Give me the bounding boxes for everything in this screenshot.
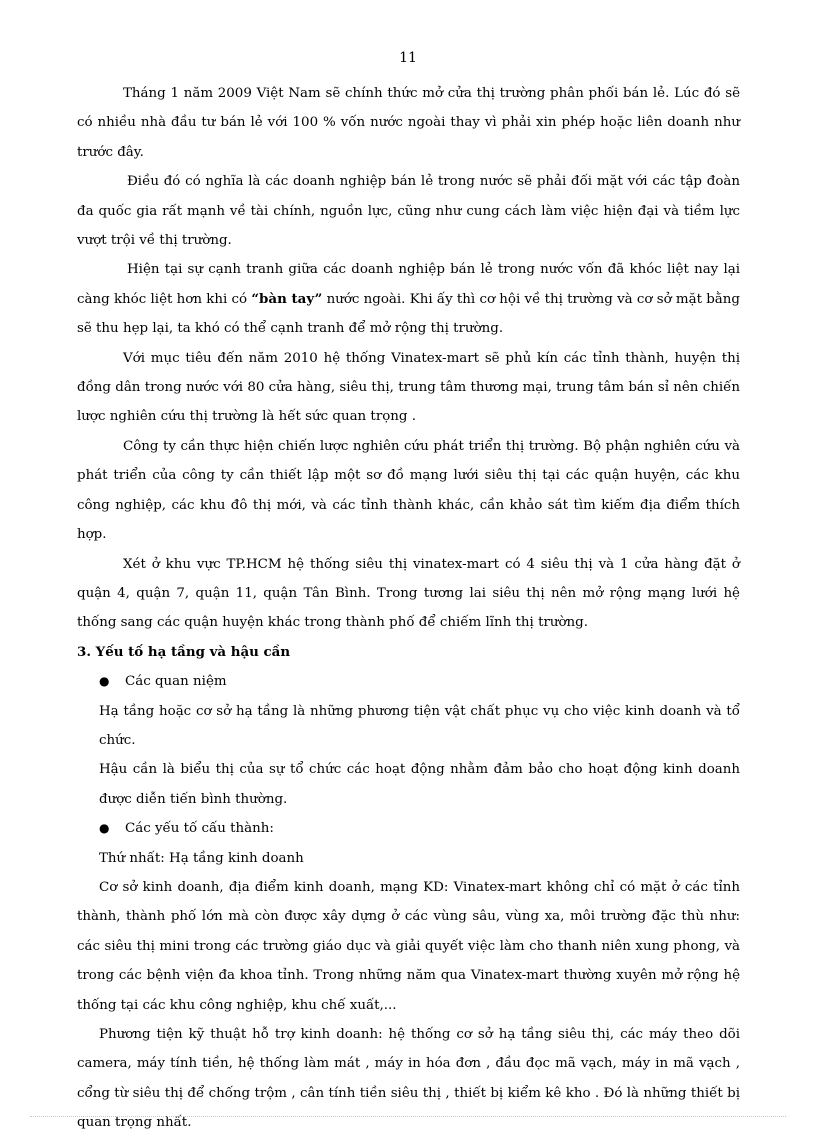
bullet-label: Các quan niệm (125, 674, 227, 690)
subheading-first: Thứ nhất: Hạ tầng kinh doanh (99, 850, 304, 866)
section-heading: 3. Yếu tố hạ tầng và hậu cần (77, 643, 291, 660)
paragraph-foreign-hand (77, 255, 740, 343)
text-segment: nước ngoài. Khi ấy thì cơ hội về thị trường và cơ sở mặt bằng sẽ thu hẹp lại, ta khó có thể cạnh tranh để mở rộng thị trường. (77, 291, 740, 337)
paragraph-business-base: Cơ sở kinh doanh, địa điểm kinh doanh, mạng KD: Vinatex-mart không chỉ có mặt ở các tỉnh thành, thành phố lớn mà còn được xây dựng ở các vùng sâu, vùng xa, môi trường đặc thù như: các siêu thị mini trong các trường giáo dục và giải quyết việc làm cho thanh niên xung phong, và trong các bệnh viện đa khoa tỉnh. Trong những năm qua Vinatex-mart thường xuyên mở rộng hệ thống tại các khu công nghiệp, khu chế xuất,... (77, 879, 740, 1013)
paragraph-competition: Điều đó có nghĩa là các doanh nghiệp bán lẻ trong nước sẽ phải đối mặt với các tập đoàn đa quốc gia rất mạnh về tài chính, nguồn lực, cũng như cung cách làm việc hiện đại và tiềm lực vượt trội về thị trường. (77, 174, 740, 249)
paragraph-logistics-definition: Hậu cần là biểu thị của sự tổ chức các hoạt động nhằm đảm bảo cho hoạt động kinh doanh được diễn tiến bình thường. (99, 762, 740, 807)
bullet-item (77, 667, 740, 696)
footer-divider (30, 1116, 786, 1117)
page-number: 11 (399, 50, 417, 66)
bullet-label: Các yếu tố cấu thành: (125, 821, 274, 837)
bullet-item (77, 814, 740, 843)
bold-phrase: “bàn tay” (251, 290, 323, 307)
paragraph-infrastructure-definition: Hạ tầng hoặc cơ sở hạ tầng là những phương tiện vật chất phục vụ cho việc kinh doanh và tổ chức. (99, 703, 740, 748)
paragraph-market-opening: Tháng 1 năm 2009 Việt Nam sẽ chính thức mở cửa thị trường phân phối bán lẻ. Lúc đó sẽ có nhiều nhà đầu tư bán lẻ với 100 % vốn nước ngoài thay vì phải xin phép hoặc liên doanh như trước đây. (77, 86, 740, 160)
paragraph-hcm-network: Xét ở khu vực TP.HCM hệ thống siêu thị vinatex-mart có 4 siêu thị và 1 cửa hàng đặt ở quận 4, quận 7, quận 11, quận Tân Bình. Trong tương lai siêu thị nên mở rộng mạng lưới hệ thống sang các quận huyện khác trong thành phố để chiếm lĩnh thị trường. (77, 556, 740, 631)
paragraph-research-strategy: Công ty cần thực hiện chiến lược nghiên cứu phát triển thị trường. Bộ phận nghiên cứu và phát triển của công ty cần thiết lập một sơ đồ mạng lưới siêu thị tại các quận huyện, các khu công nghiệp, các khu đô thị mới, và các tỉnh thành khác, cần khảo sát tìm kiếm địa điểm thích hợp. (77, 438, 740, 543)
bullet-icon: ● (99, 821, 110, 836)
paragraph-technical-means: Phương tiện kỹ thuật hỗ trợ kinh doanh: hệ thống cơ sở hạ tầng siêu thị, các máy theo dõi camera, máy tính tiền, hệ thống làm mát , máy in hóa đơn , đầu đọc mã vạch, máy in mã vạch , cổng từ siêu thị để chống trộm , cân tính tiền siêu thị , thiết bị kiểm kê kho . Đó là những thiết bị quan trọng nhất. (77, 1027, 740, 1131)
text-segment: Hiện tại sự cạnh tranh giữa các doanh nghiệp bán lẻ trong nước vốn đã khóc liệt nay lại càng khóc liệt hơn khi có (77, 262, 740, 307)
paragraph-goal-2010: Với mục tiêu đến năm 2010 hệ thống Vinatex-mart sẽ phủ kín các tỉnh thành, huyện thị đồng dân trong nước với 80 cửa hàng, siêu thị, trung tâm thương mại, trung tâm bán sỉ nên chiến lược nghiên cứu thị trường là hết sức quan trọng . (77, 350, 740, 425)
bullet-icon: ● (99, 674, 110, 689)
document-body (77, 79, 740, 1138)
